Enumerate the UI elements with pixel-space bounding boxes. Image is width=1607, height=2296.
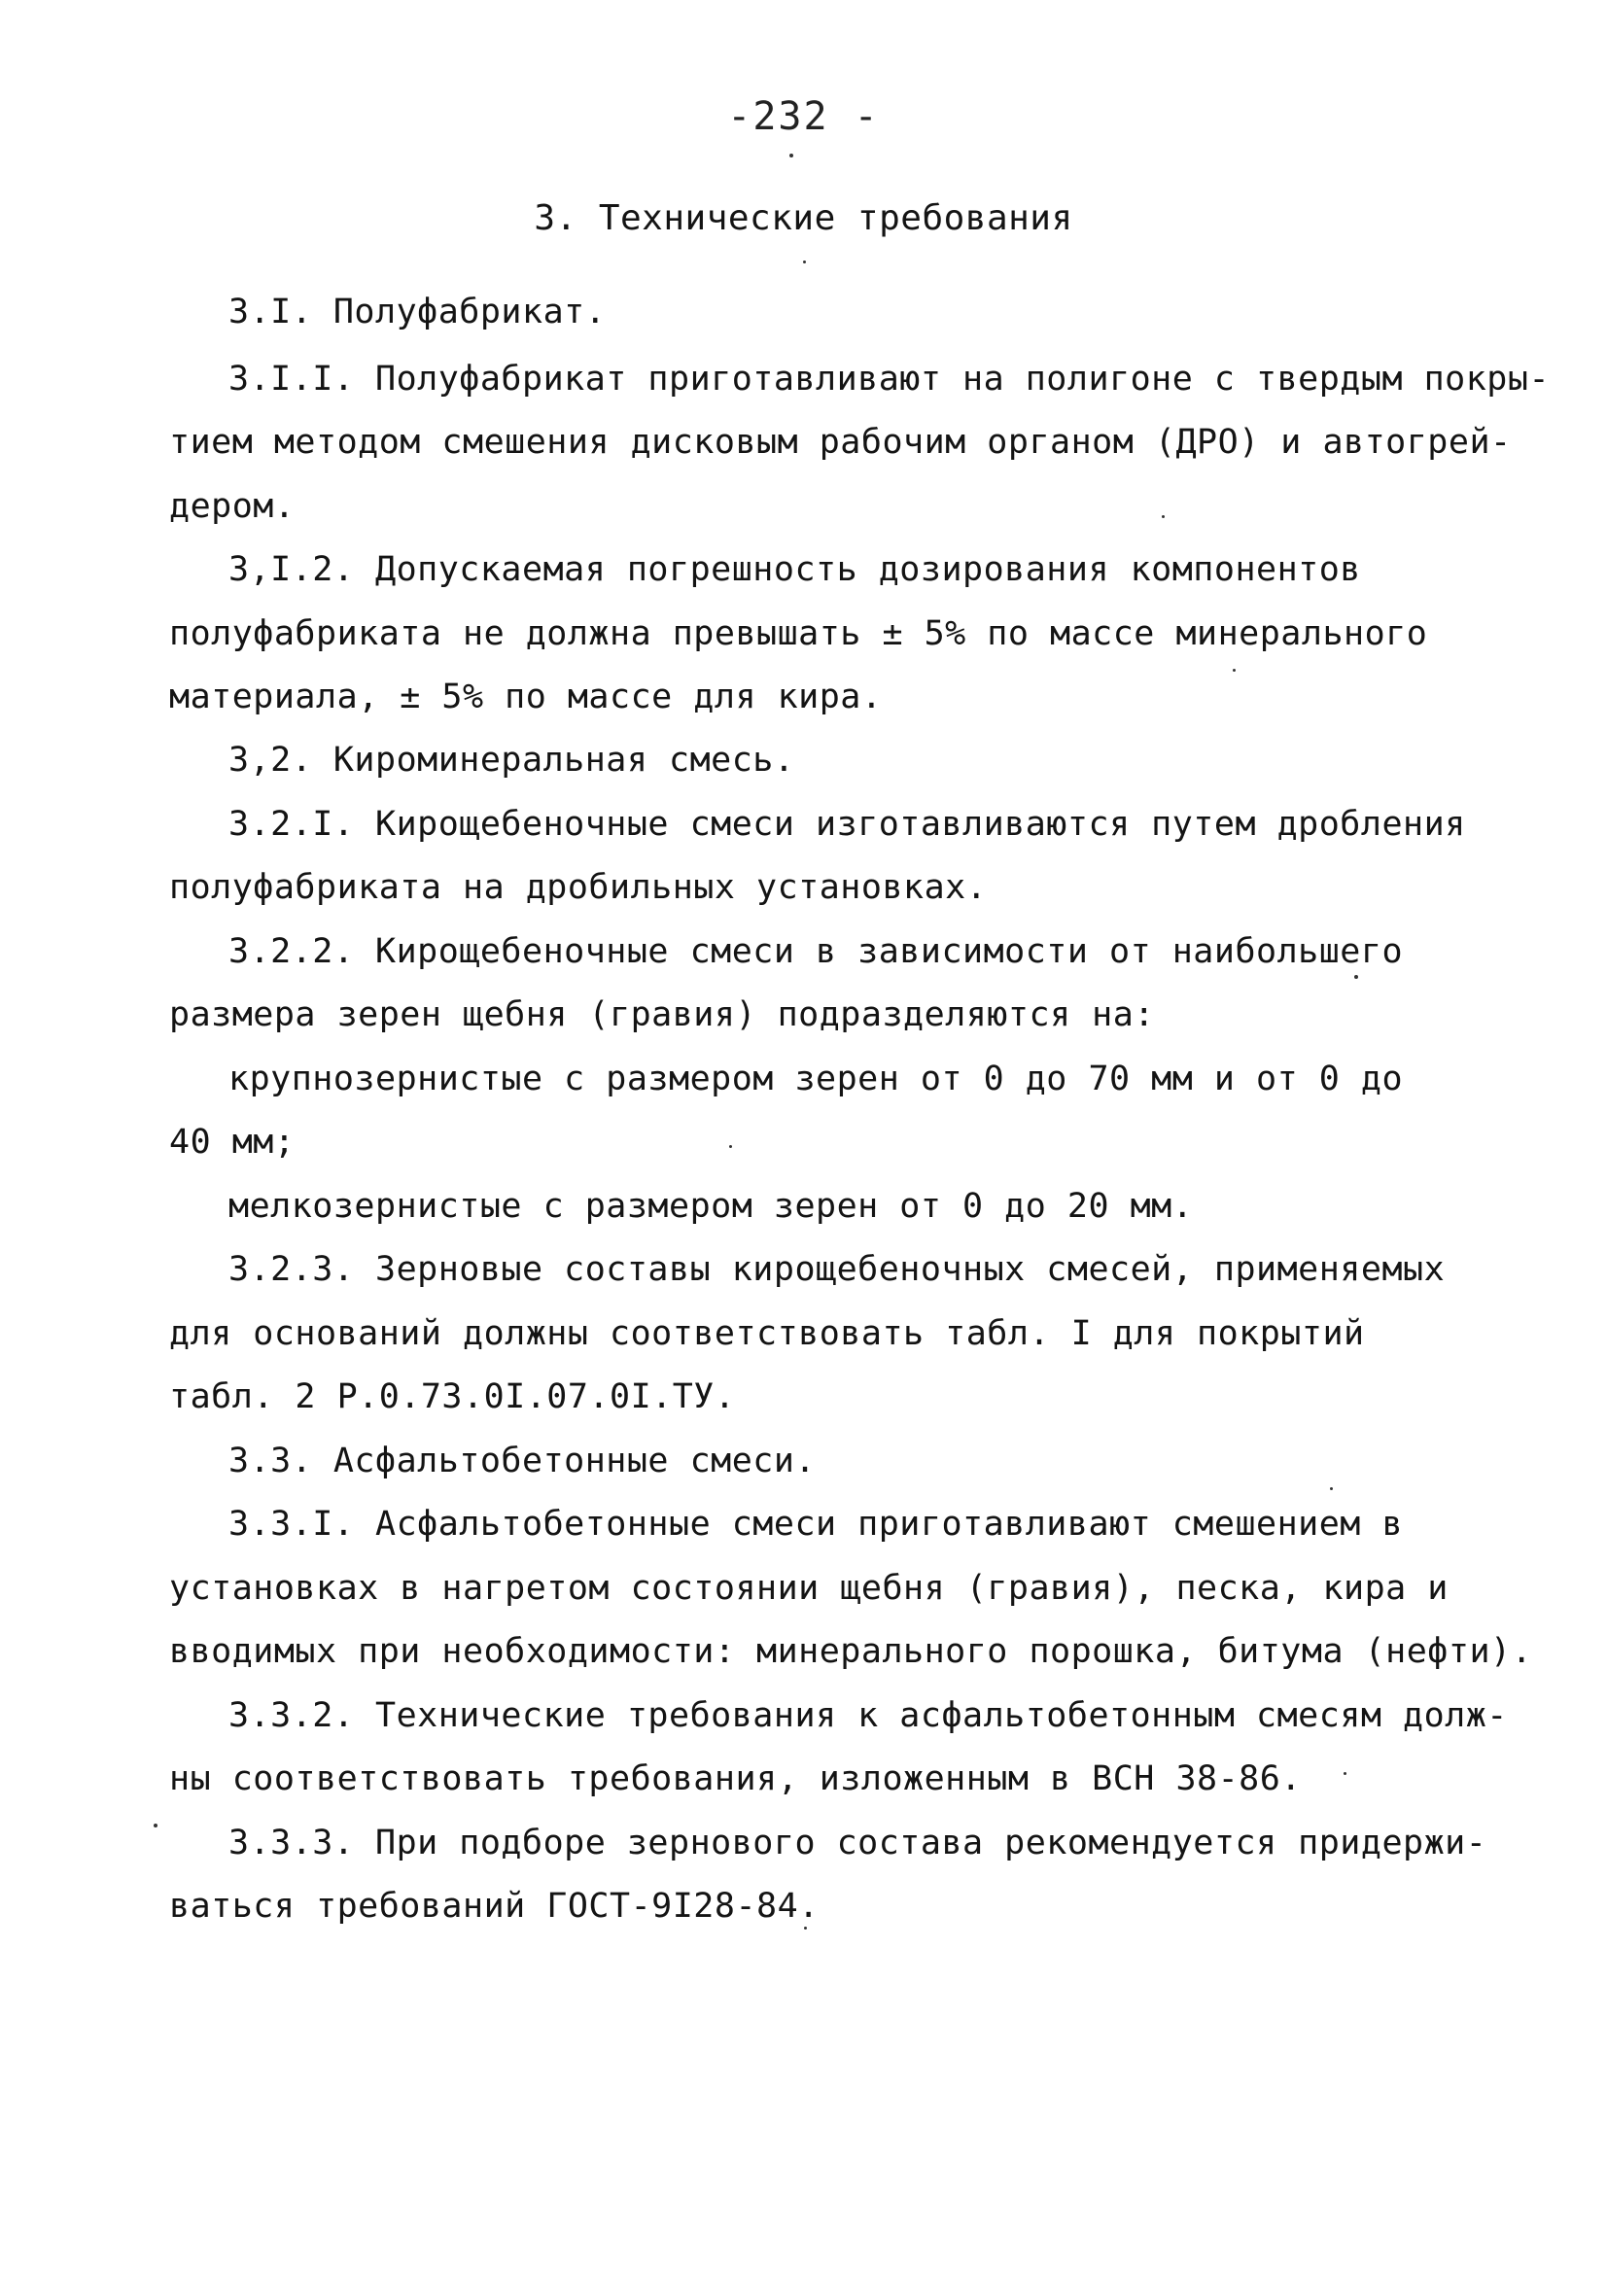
scan-speck (789, 154, 793, 157)
subsection-heading-3-3: 3.3. Асфальтобетонные смеси. (228, 1442, 817, 1480)
subsection-heading-3-2: 3,2. Кироминеральная смесь. (228, 741, 795, 780)
page-number: -232 - (727, 94, 880, 139)
paragraph-line: установках в нагретом состоянии щебня (гравия), песка, кира и (169, 1569, 1449, 1608)
paragraph-line: ны соответствовать требования, изложенным в ВСН 38-86. (169, 1759, 1302, 1798)
paragraph-line: ваться требований ГОСТ-9I28-84. (169, 1887, 820, 1926)
paragraph-line: 3.2.2. Кирощебеночные смеси в зависимости от наибольшего (228, 932, 1404, 971)
scan-speck (154, 1824, 157, 1827)
scan-speck (1233, 669, 1236, 672)
paragraph-line: 3,I.2. Допускаемая погрешность дозирования компонентов (228, 550, 1361, 589)
scan-speck (729, 1145, 732, 1148)
paragraph-line: 3.I.I. Полуфабрикат приготавливают на полигоне с твердым покры- (228, 360, 1551, 399)
paragraph-line: табл. 2 Р.0.73.0I.07.0I.ТУ. (169, 1377, 736, 1416)
scan-speck (804, 1927, 807, 1930)
paragraph-line: 3.3.I. Асфальтобетонные смеси приготавливают смешением в (228, 1505, 1404, 1544)
paragraph-line: материала, ± 5% по массе для кира. (169, 678, 883, 716)
paragraph-line: 3.3.2. Технические требования к асфальтобетонным смесям долж- (228, 1696, 1508, 1735)
paragraph-line: 3.3.3. При подборе зернового состава рекомендуется придержи- (228, 1824, 1487, 1862)
paragraph-line: полуфабриката на дробильных установках. (169, 868, 988, 907)
paragraph-line: 3.2.I. Кирощебеночные смеси изготавливаются путем дробления (228, 805, 1466, 844)
paragraph-line: размера зерен щебня (гравия) подразделяются на: (169, 995, 1155, 1034)
scan-speck (1162, 515, 1165, 518)
scan-speck (1354, 975, 1358, 979)
list-item-line: 40 мм; (169, 1123, 296, 1162)
scan-speck (1330, 1487, 1333, 1490)
paragraph-line: дером. (169, 487, 296, 526)
scan-speck (1344, 1772, 1346, 1775)
section-title: 3. Технические требования (534, 198, 1073, 238)
paragraph-line: полуфабриката не должна превышать ± 5% по массе минерального (169, 614, 1428, 653)
paragraph-line: 3.2.3. Зерновые составы кирощебеночных смесей, применяемых (228, 1250, 1446, 1289)
list-item-line: мелкозернистые с размером зерен от 0 до 20 мм. (228, 1187, 1194, 1226)
list-item-line: крупнозернистые с размером зерен от 0 до 70 мм и от 0 до (228, 1060, 1404, 1098)
paragraph-line: для оснований должны соответствовать табл. I для покрытий (169, 1314, 1365, 1353)
paragraph-line: вводимых при необходимости: минерального порошка, битума (нефти). (169, 1632, 1533, 1671)
subsection-heading-3-1: 3.I. Полуфабрикат. (228, 293, 607, 331)
scan-speck (803, 261, 806, 263)
paragraph-line: тием методом смешения дисковым рабочим органом (ДРО) и автогрей- (169, 423, 1512, 462)
